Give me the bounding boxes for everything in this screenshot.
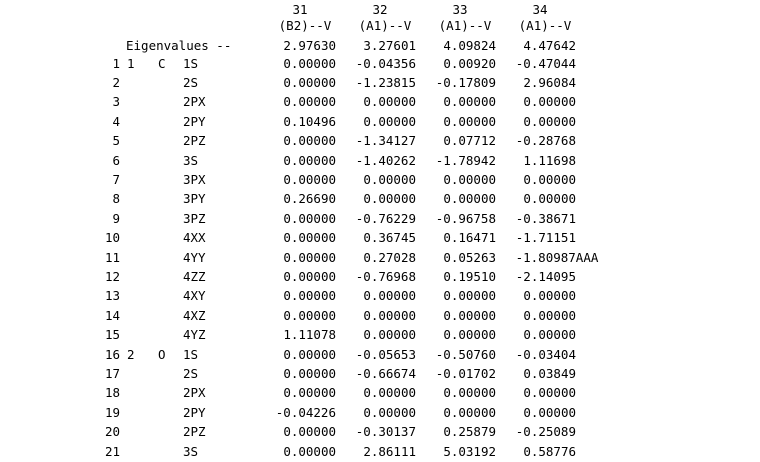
orbital-label: 4XY <box>183 288 206 304</box>
row-index: 4 <box>112 113 120 129</box>
table-row <box>0 189 760 209</box>
table-row <box>0 286 760 306</box>
row-index: 11 <box>104 249 120 265</box>
coefficient-value: -1.78942 <box>435 152 496 168</box>
table-row <box>0 345 760 365</box>
coefficient-value: 0.00000 <box>283 133 336 149</box>
coefficient-value: 0.00000 <box>523 288 576 304</box>
coefficient-value: -1.23815 <box>355 74 416 90</box>
orbital-label: 2PX <box>183 94 206 110</box>
symmetry-row <box>0 16 760 36</box>
coefficient-value: 0.00000 <box>283 210 336 226</box>
row-index: 17 <box>104 365 120 381</box>
table-row <box>0 151 760 171</box>
coefficient-value: 0.27028 <box>363 249 416 265</box>
row-index: 8 <box>112 191 120 207</box>
orbital-label: 3S <box>183 443 199 459</box>
coefficient-value: -1.40262 <box>355 152 416 168</box>
orbital-label: 4XX <box>183 230 206 246</box>
orbital-label: 3PY <box>183 191 206 207</box>
coefficient-value: 0.00000 <box>523 404 576 420</box>
row-index: 15 <box>104 327 120 343</box>
table-row <box>0 73 760 93</box>
table-row <box>0 131 760 151</box>
coefficient-value: 0.10496 <box>283 113 336 129</box>
row-index: 5 <box>112 133 120 149</box>
table-row <box>0 209 760 229</box>
coefficient-value: 0.00000 <box>283 171 336 187</box>
coefficient-value: 0.00000 <box>283 55 336 71</box>
symmetry-label: (A1)--V <box>438 18 492 33</box>
column-number: 32 <box>372 2 388 17</box>
coefficient-value: 0.00000 <box>523 307 576 323</box>
table-row <box>0 306 760 326</box>
coefficient-value: 0.00000 <box>283 443 336 459</box>
coefficient-value: 0.00000 <box>363 94 416 110</box>
orbital-label: 2S <box>183 365 199 381</box>
atom-number: 1 <box>127 55 135 71</box>
symmetry-label: (B2)--V <box>278 18 332 33</box>
coefficient-value: -0.28768 <box>515 133 576 149</box>
table-row <box>0 325 760 345</box>
orbital-label: 2PY <box>183 404 206 420</box>
eigenvalues-label: Eigenvalues -- <box>126 38 232 53</box>
coefficient-value: 0.00000 <box>283 365 336 381</box>
coefficient-value: -0.30137 <box>355 424 416 440</box>
row-index: 7 <box>112 171 120 187</box>
coefficient-value: -0.66674 <box>355 365 416 381</box>
orbital-label: 1S <box>183 55 199 71</box>
table-row <box>0 248 760 268</box>
coefficient-value: 0.00000 <box>363 327 416 343</box>
coefficient-value: 0.26690 <box>283 191 336 207</box>
coefficient-value: -0.96758 <box>435 210 496 226</box>
coefficient-value: 0.05263 <box>443 249 496 265</box>
eigenvalue: 4.09824 <box>443 38 496 53</box>
coefficient-value: -1.71151 <box>515 230 576 246</box>
coefficient-value: 0.00000 <box>283 307 336 323</box>
coefficient-value: 0.00000 <box>443 113 496 129</box>
eigenvalue: 4.47642 <box>523 38 576 53</box>
orbital-label: 4YZ <box>183 327 206 343</box>
coefficient-value: 0.00000 <box>523 191 576 207</box>
orbital-label: 4ZZ <box>183 268 206 284</box>
coefficient-value: 0.00000 <box>443 327 496 343</box>
column-number: 34 <box>532 2 548 17</box>
row-index: 19 <box>104 404 120 420</box>
orbital-label: 1S <box>183 346 199 362</box>
orbital-label: 3PZ <box>183 210 206 226</box>
coefficient-value: 0.00000 <box>443 191 496 207</box>
coefficient-value: -0.25089 <box>515 424 576 440</box>
coefficient-value: 0.00000 <box>283 346 336 362</box>
coefficient-value: -0.38671 <box>515 210 576 226</box>
coefficient-value: 5.03192 <box>443 443 496 459</box>
coefficient-value: 0.16471 <box>443 230 496 246</box>
table-row <box>0 54 760 74</box>
coefficient-value: -2.14095 <box>515 268 576 284</box>
row-index: 1 <box>112 55 120 71</box>
orbital-label: 4XZ <box>183 307 206 323</box>
coefficient-value: 0.00000 <box>443 94 496 110</box>
coefficient-value: 0.00000 <box>443 307 496 323</box>
coefficient-value: 0.58776 <box>523 443 576 459</box>
table-row <box>0 228 760 248</box>
coefficient-value: 0.00000 <box>523 171 576 187</box>
orbital-label: 4YY <box>183 249 206 265</box>
coefficient-value: 0.00000 <box>523 385 576 401</box>
coefficient-value: 0.00000 <box>363 307 416 323</box>
coefficient-value: -0.04226 <box>275 404 336 420</box>
row-index: 21 <box>104 443 120 459</box>
coefficient-value: -0.03404 <box>515 346 576 362</box>
orbital-label: 2PX <box>183 385 206 401</box>
coefficient-value: 0.00000 <box>523 113 576 129</box>
coefficient-value: 0.00000 <box>283 94 336 110</box>
coefficient-value: 0.36745 <box>363 230 416 246</box>
row-index: 3 <box>112 94 120 110</box>
coefficient-value: 0.00000 <box>283 385 336 401</box>
coefficient-value: 0.00000 <box>283 230 336 246</box>
coefficient-value: 0.00000 <box>443 288 496 304</box>
coefficient-value: 0.00000 <box>523 327 576 343</box>
coefficient-value: 0.00000 <box>283 288 336 304</box>
table-row <box>0 170 760 190</box>
coefficient-value: 0.00000 <box>283 249 336 265</box>
coefficient-value: 0.00000 <box>283 268 336 284</box>
coefficient-value: 2.86111 <box>363 443 416 459</box>
coefficient-value: -1.80987AAA <box>515 249 599 265</box>
coefficient-value: 0.00920 <box>443 55 496 71</box>
table-row <box>0 112 760 132</box>
coefficient-value: 0.00000 <box>523 94 576 110</box>
table-row <box>0 364 760 384</box>
coefficient-value: 1.11078 <box>283 327 336 343</box>
atom-symbol: C <box>158 55 166 71</box>
coefficient-value: 0.00000 <box>283 424 336 440</box>
coefficient-value: 0.00000 <box>363 404 416 420</box>
table-row <box>0 383 760 403</box>
row-index: 2 <box>112 74 120 90</box>
orbital-label: 2S <box>183 74 199 90</box>
coefficient-value: -0.05653 <box>355 346 416 362</box>
coefficient-value: 0.00000 <box>283 74 336 90</box>
atom-symbol: O <box>158 346 166 362</box>
coefficient-value: 0.19510 <box>443 268 496 284</box>
coefficient-value: 0.00000 <box>443 385 496 401</box>
coefficient-value: 0.00000 <box>363 385 416 401</box>
row-index: 18 <box>104 385 120 401</box>
coefficient-value: -1.34127 <box>355 133 416 149</box>
row-index: 13 <box>104 288 120 304</box>
coefficient-value: 0.00000 <box>363 171 416 187</box>
row-index: 20 <box>104 424 120 440</box>
coefficient-value: -0.04356 <box>355 55 416 71</box>
coefficient-value: -0.76968 <box>355 268 416 284</box>
coefficient-value: 0.00000 <box>363 191 416 207</box>
row-index: 6 <box>112 152 120 168</box>
coefficient-value: 0.07712 <box>443 133 496 149</box>
coefficient-value: -0.17809 <box>435 74 496 90</box>
row-index: 16 <box>104 346 120 362</box>
table-row <box>0 442 760 462</box>
table-row <box>0 267 760 287</box>
orbital-label: 2PZ <box>183 133 206 149</box>
coefficient-value: -0.76229 <box>355 210 416 226</box>
eigenvalue: 2.97630 <box>283 38 336 53</box>
coefficient-value: 0.00000 <box>363 113 416 129</box>
atom-number: 2 <box>127 346 135 362</box>
orbital-label: 2PY <box>183 113 206 129</box>
symmetry-label: (A1)--V <box>518 18 572 33</box>
orbital-label: 3PX <box>183 171 206 187</box>
table-row <box>0 403 760 423</box>
orbital-label: 2PZ <box>183 424 206 440</box>
coefficient-value: 0.25879 <box>443 424 496 440</box>
coefficient-value: 0.00000 <box>363 288 416 304</box>
coefficient-value: -0.01702 <box>435 365 496 381</box>
column-number: 33 <box>452 2 468 17</box>
row-index: 12 <box>104 268 120 284</box>
row-index: 10 <box>104 230 120 246</box>
symmetry-label: (A1)--V <box>358 18 412 33</box>
coefficient-value: 0.00000 <box>443 404 496 420</box>
coefficient-value: -0.50760 <box>435 346 496 362</box>
table-row <box>0 92 760 112</box>
row-index: 9 <box>112 210 120 226</box>
coefficient-value: 2.96084 <box>523 74 576 90</box>
column-number: 31 <box>292 2 308 17</box>
eigenvalue: 3.27601 <box>363 38 416 53</box>
table-row <box>0 422 760 442</box>
coefficient-value: 1.11698 <box>523 152 576 168</box>
coefficient-value: -0.47044 <box>515 55 576 71</box>
coefficient-value: 0.03849 <box>523 365 576 381</box>
coefficient-value: 0.00000 <box>443 171 496 187</box>
coefficient-value: 0.00000 <box>283 152 336 168</box>
orbital-label: 3S <box>183 152 199 168</box>
row-index: 14 <box>104 307 120 323</box>
